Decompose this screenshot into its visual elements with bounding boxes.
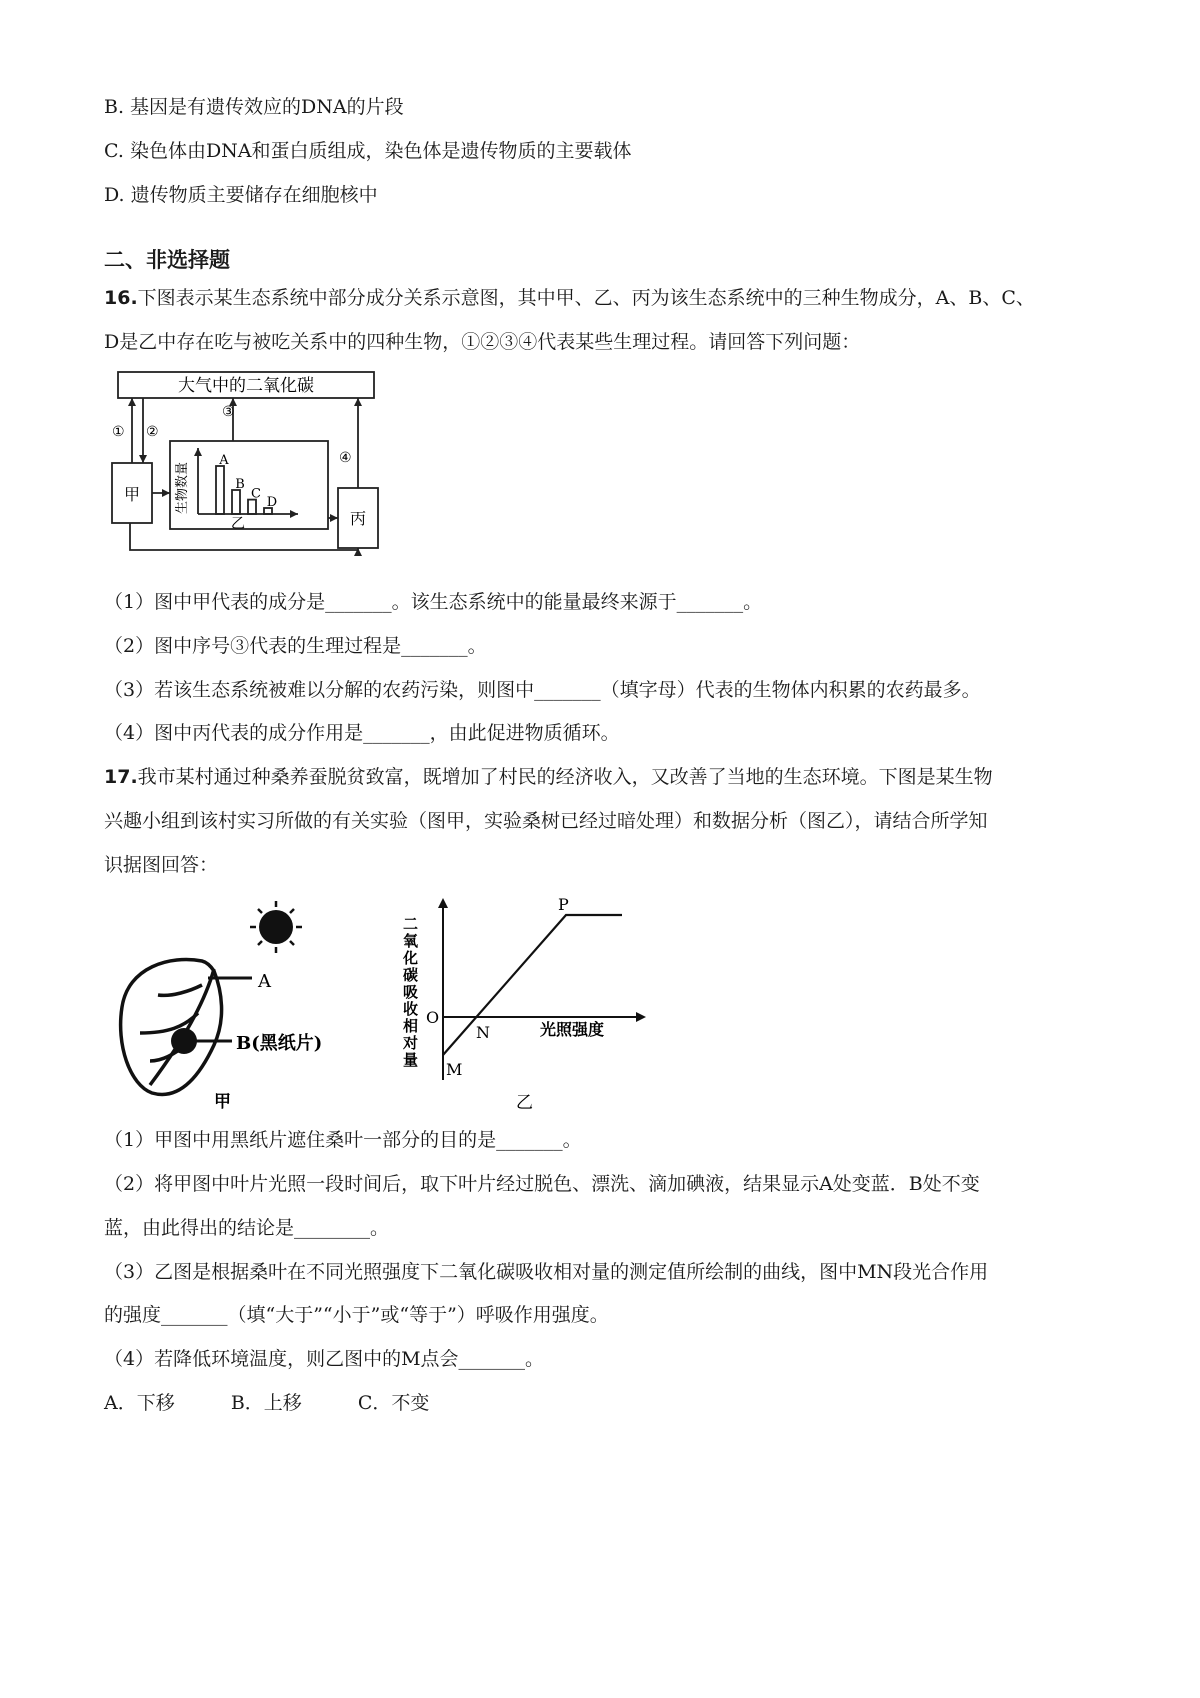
q16-stem-line2: D是乙中存在吃与被吃关系中的四种生物，①②③④代表某些生理过程。请回答下列问题： <box>104 331 861 353</box>
q17-sub2-line2: 蓝，由此得出的结论是________。 <box>104 1217 390 1239</box>
bar-b <box>232 490 240 514</box>
arrow4-label: ④ <box>339 450 352 466</box>
option-a: A．下移 <box>104 1392 175 1414</box>
q17-stem-line2: 兴趣小组到该村实习所做的有关实验（图甲，实验桑树已经过暗处理）和数据分析（图乙），请结合所学知 <box>104 810 988 832</box>
q17-stem-line1: 17.我市某村通过种桑养蚕脱贫致富，既增加了村民的经济收入，又改善了当地的生态环境。下图是某生物 <box>104 766 993 788</box>
point-p-label: P <box>558 895 569 914</box>
q16-sub3: （3）若该生态系统被难以分解的农药污染，则图中_______（填字母）代表的生物体内积累的农药最多。 <box>104 679 981 701</box>
point-n-label: N <box>476 1023 490 1042</box>
y-axis-title <box>401 916 419 1069</box>
option-b: B．上移 <box>230 1392 302 1414</box>
bar-group <box>216 453 277 514</box>
bar-c <box>248 500 256 514</box>
ecosystem-diagram <box>108 368 380 568</box>
q16-sub1: （1）图中甲代表的成分是_______。该生态系统中的能量最终来源于_______。 <box>104 591 763 613</box>
point-o-label: O <box>426 1008 440 1027</box>
section-heading: 二、非选择题 <box>104 248 230 272</box>
leaf-figure <box>110 895 350 1115</box>
q16-sub4: （4）图中丙代表的成分作用是_______，由此促进物质循环。 <box>104 722 620 744</box>
q17-options <box>104 1390 429 1416</box>
q17-sub1: （1）甲图中用黑纸片遮住桑叶一部分的目的是_______。 <box>104 1129 582 1151</box>
arrow2-label: ② <box>146 424 159 440</box>
y-axis-label: 生物数量 <box>175 461 190 515</box>
arrow1-label: ① <box>112 424 125 440</box>
label-b: B(黑纸片) <box>236 1033 323 1054</box>
yi-chart-caption: 乙 <box>516 1093 533 1113</box>
x-axis-title: 光照强度 <box>540 1020 605 1039</box>
bar-label-c: C <box>251 486 261 502</box>
option-d-text: D. 遗传物质主要储存在细胞核中 <box>104 184 378 206</box>
arrow3-label: ③ <box>222 404 235 420</box>
bar-a <box>216 466 224 514</box>
q17-sub3-line1: （3）乙图是根据桑叶在不同光照强度下二氧化碳吸收相对量的测定值所绘制的曲线，图中MN段光合作用 <box>104 1261 989 1283</box>
bing-label: 丙 <box>349 509 367 528</box>
svg-text:二氧化碳吸收相对量: 二氧化碳吸收相对量 <box>401 916 419 1069</box>
q16-number: 16. <box>104 287 138 309</box>
yi-caption: 乙 <box>231 516 245 532</box>
bar-label-a: A <box>219 453 229 468</box>
q17-sub2-line1: （2）将甲图中叶片光照一段时间后，取下叶片经过脱色、漂洗、滴加碘液，结果显示A处变蓝．B处不变 <box>104 1173 980 1195</box>
bar-label-d: D <box>266 495 278 510</box>
leaf-icon <box>121 960 222 1095</box>
point-m-label: M <box>446 1060 463 1079</box>
q17-sub4: （4）若降低环境温度，则乙图中的M点会_______。 <box>104 1348 545 1370</box>
label-a: A <box>258 971 271 992</box>
q16-stem-line1: 16.下图表示某生态系统中部分成分关系示意图，其中甲、乙、丙为该生态系统中的三种生物成分，A、B、C、 <box>104 287 1035 309</box>
sun-icon <box>250 901 302 953</box>
jia-caption: 甲 <box>214 1092 231 1112</box>
jia-label: 甲 <box>123 485 141 504</box>
option-c-text: C. 染色体由DNA和蛋白质组成，染色体是遗传物质的主要载体 <box>104 140 632 162</box>
option-b-text: B. 基因是有遗传效应的DNA的片段 <box>104 96 404 118</box>
black-paper-icon <box>171 1028 197 1054</box>
co2-absorption-chart <box>390 890 680 1116</box>
option-c: C．不变 <box>357 1392 430 1414</box>
bar-label-b: B <box>235 477 245 492</box>
q17-sub3-line2: 的强度_______（填“大于”“小于”或“等于”）呼吸作用强度。 <box>104 1304 609 1326</box>
q16-sub2: （2）图中序号③代表的生理过程是_______。 <box>104 635 487 657</box>
yi-box <box>170 441 328 529</box>
q17-stem-line3: 识据图回答： <box>104 854 219 876</box>
atmosphere-label: 大气中的二氧化碳 <box>178 376 314 396</box>
q17-number: 17. <box>104 766 138 788</box>
